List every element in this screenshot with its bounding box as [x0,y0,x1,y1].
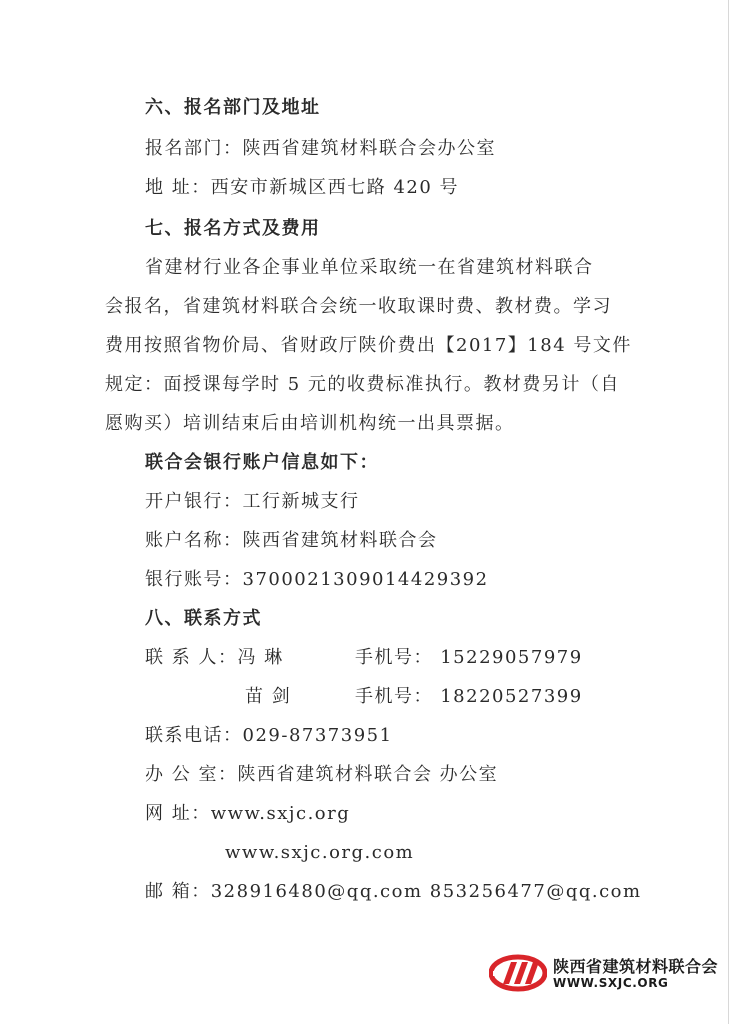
email: 邮 箱：328916480@qq.com 853256477@qq.com [145,881,642,902]
contact-phone-1: 手机号： 15229057979 [355,647,583,668]
fee-paragraph-line: 愿购买）培训结束后由培训机构统一出具票据。 [105,413,515,434]
account-name: 账户名称：陕西省建筑材料联合会 [145,530,438,551]
contact-phone-2: 手机号： 18220527399 [355,686,583,707]
logo-website: WWW.SXJC.ORG [553,976,669,990]
registration-dept: 报名部门：陕西省建筑材料联合会办公室 [145,138,496,159]
fee-paragraph-line: 会报名，省建筑材料联合会统一收取课时费、教材费。学习 [105,296,612,317]
office: 办 公 室：陕西省建筑材料联合会 办公室 [145,764,499,785]
fee-paragraph-line: 费用按照省物价局、省财政厅陕价费出【2017】184 号文件 [105,335,632,356]
contact-person-2: 苗 剑 [245,686,292,707]
logo-emblem-icon [489,953,547,993]
section7-heading: 七、报名方式及费用 [145,218,321,239]
organization-logo [489,951,729,999]
logo-organization-name: 陕西省建筑材料联合会 [553,957,719,976]
section8-heading: 八、联系方式 [145,608,262,629]
website-2: www.sxjc.org.com [225,842,415,863]
bank-name: 开户银行：工行新城支行 [145,491,360,512]
scan-edge-line [728,0,729,1024]
fee-paragraph-line: 省建材行业各企事业单位采取统一在省建筑材料联合 [145,257,594,278]
registration-address: 地 址：西安市新城区西七路 420 号 [145,177,460,198]
contact-telephone: 联系电话：029-87373951 [145,725,393,746]
fee-paragraph-line: 规定：面授课每学时 5 元的收费标准执行。教材费另计（自 [105,374,620,395]
contact-person-1: 联 系 人：冯 琳 [145,647,284,668]
account-number: 银行账号：3700021309014429392 [145,569,489,590]
section6-heading: 六、报名部门及地址 [145,97,321,118]
bank-info-heading: 联合会银行账户信息如下： [145,452,379,473]
website: 网 址：www.sxjc.org [145,803,351,824]
